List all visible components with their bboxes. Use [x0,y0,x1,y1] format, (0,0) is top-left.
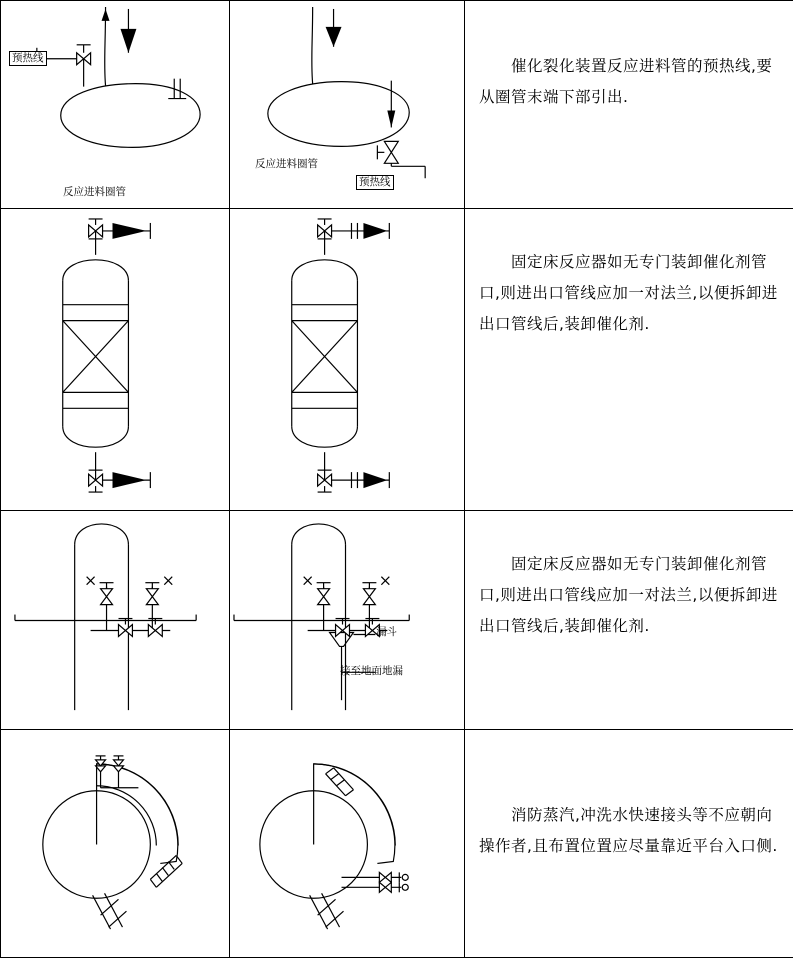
drawing-row2-correct [230,209,464,510]
drawing-row4-wrong [1,730,229,957]
drawing-row4-correct [230,730,464,957]
drawing-row2-wrong [1,209,229,510]
table-row [1,209,793,511]
cell-row2-note [465,209,793,511]
cell-row3-note [465,511,793,730]
cell-row3-wrong [1,511,230,730]
note-text-row3: 固定床反应器如无专门装卸催化剂管口,则进出口管线应加一对法兰,以便拆卸进出口管线后,装卸催化剂. [465,511,793,652]
cell-row1-wrong [1,1,230,209]
cell-row4-correct [230,730,465,958]
label-preheat-line-correct: 预热线 [356,175,394,190]
label-preheat-line-wrong: 预热线 [9,51,47,66]
label-floor-drain: 接至地面地漏 [340,666,403,677]
drawing-row1-correct [230,1,464,208]
cell-row4-wrong [1,730,230,958]
note-text-row4: 消防蒸汽,冲洗水快速接头等不应朝向操作者,且布置位置应尽量靠近平台入口侧. [465,730,793,872]
drawing-row3-correct [230,511,464,729]
table-row [1,1,793,209]
cell-row1-correct [230,1,465,209]
label-feed-ring-wrong: 反应进料圈管 [63,187,126,198]
table-row [1,511,793,730]
note-text-row2: 固定床反应器如无专门装卸催化剂管口,则进出口管线应加一对法兰,以便拆卸进出口管线后,装卸催化剂. [465,209,793,350]
label-funnel: 漏斗 [376,627,397,638]
table-row [1,730,793,958]
label-feed-ring-correct: 反应进料圈管 [255,159,318,170]
cell-row4-note [465,730,793,958]
note-text-row1: 催化裂化装置反应进料管的预热线,要从圈管末端下部引出. [465,1,793,123]
cell-row2-correct [230,209,465,511]
drawing-row3-wrong [1,511,229,729]
cell-row2-wrong [1,209,230,511]
cell-row3-correct [230,511,465,730]
cell-row1-note [465,1,793,209]
drawing-row1-wrong [1,1,229,208]
